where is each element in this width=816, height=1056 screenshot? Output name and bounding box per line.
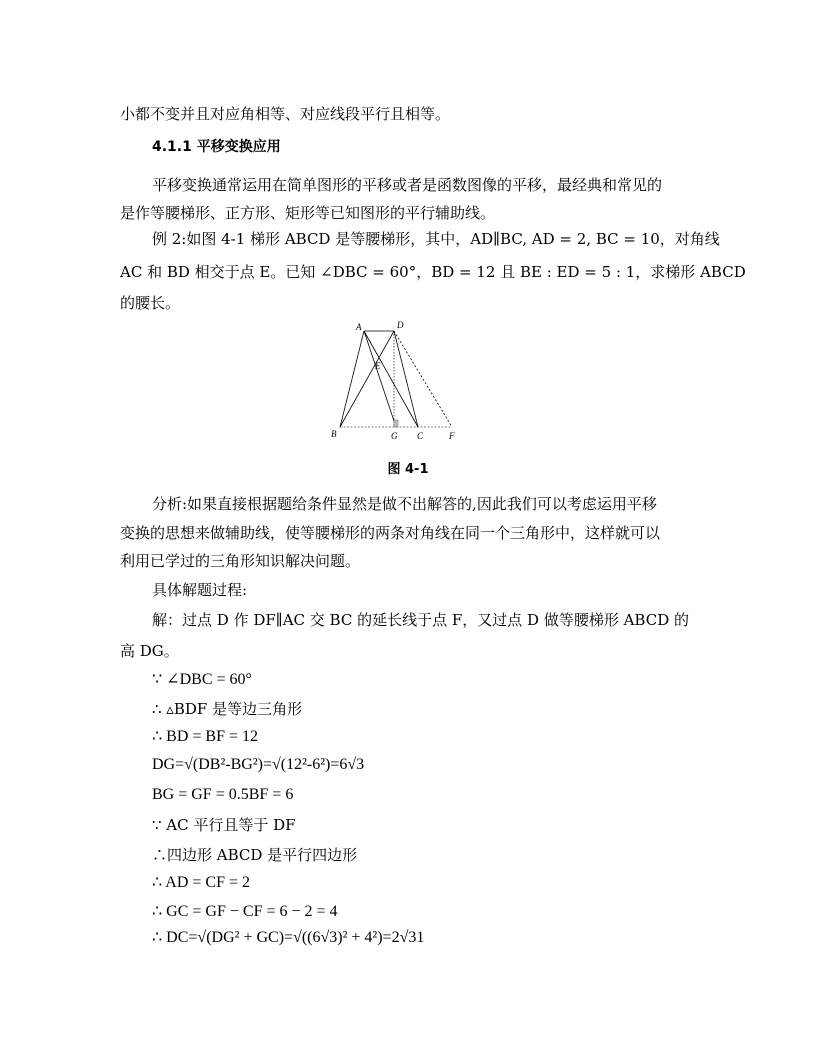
analysis-line: 利用已学过的三角形知识解决问题。 — [120, 552, 361, 570]
figure-caption: 图 4-1 — [387, 462, 429, 477]
proof-step: ∴ ▵BDF 是等边三角形 — [152, 700, 303, 718]
example-line: AC 和 BD 相交于点 E。已知 ∠DBC = 60°，BD = 12 且 BE : ED = 5 : 1，求梯形 ABCD — [120, 263, 746, 281]
paragraph-line: 是作等腰梯形、正方形、矩形等已知图形的平行辅助线。 — [120, 204, 496, 222]
proof-step: BG = GF = 0.5BF = 6 — [152, 786, 294, 803]
label-D: D — [397, 320, 404, 330]
paragraph-line: 平移变换通常运用在简单图形的平移或者是函数图像的平移，最经典和常见的 — [152, 176, 663, 194]
analysis-line: 分析:如果直接根据题给条件显然是做不出解答的,因此我们可以考虑运用平移 — [152, 495, 657, 513]
analysis-line: 变换的思想来做辅助线，使等腰梯形的两条对角线在同一个三角形中，这样就可以 — [120, 524, 661, 542]
proof-step: ∵ AC 平行且等于 DF — [152, 816, 296, 834]
segment-DF-dashed — [394, 331, 452, 427]
proof-step: ∴ GC = GF − CF = 6 − 2 = 4 — [152, 903, 338, 920]
label-F: F — [449, 431, 455, 441]
label-A: A — [356, 322, 362, 332]
label-C: C — [417, 431, 424, 441]
text-line-1: 小都不变并且对应角相等、对应线段平行且相等。 — [120, 105, 451, 123]
proof-step: DG=√(DB²-BG²)=√(12²-6²)=6√3 — [152, 756, 365, 773]
proof-step: ∴四边形 ABCD 是平行四边形 — [152, 846, 358, 864]
section-heading: 4.1.1 平移变换应用 — [152, 139, 281, 155]
example-line: 例 2:如图 4-1 梯形 ABCD 是等腰梯形，其中，AD∥BC, AD = 2, BC = 10，对角线 — [152, 230, 720, 248]
segment-BD — [340, 331, 394, 427]
label-B: B — [331, 429, 337, 439]
process-label: 具体解题过程: — [152, 581, 248, 599]
example-line: 的腰长。 — [120, 294, 181, 312]
proof-step: ∴ BD = BF = 12 — [152, 728, 259, 745]
proof-step: ∵ ∠DBC = 60° — [152, 671, 252, 688]
proof-step: ∴ DC=√(DG² + GC)=√((6√3)² + 4²)=2√31 — [152, 929, 425, 946]
label-G: G — [391, 431, 398, 441]
segment-AB — [340, 331, 364, 427]
segment-DC — [394, 331, 418, 427]
label-E: E — [375, 361, 381, 371]
right-angle-mark — [394, 420, 398, 427]
solution-line: 高 DG。 — [120, 642, 179, 660]
solution-line: 解：过点 D 作 DF∥AC 交 BC 的延长线于点 F，又过点 D 做等腰梯形 ABCD 的 — [152, 611, 689, 629]
proof-step: ∴ AD = CF = 2 — [152, 874, 251, 891]
